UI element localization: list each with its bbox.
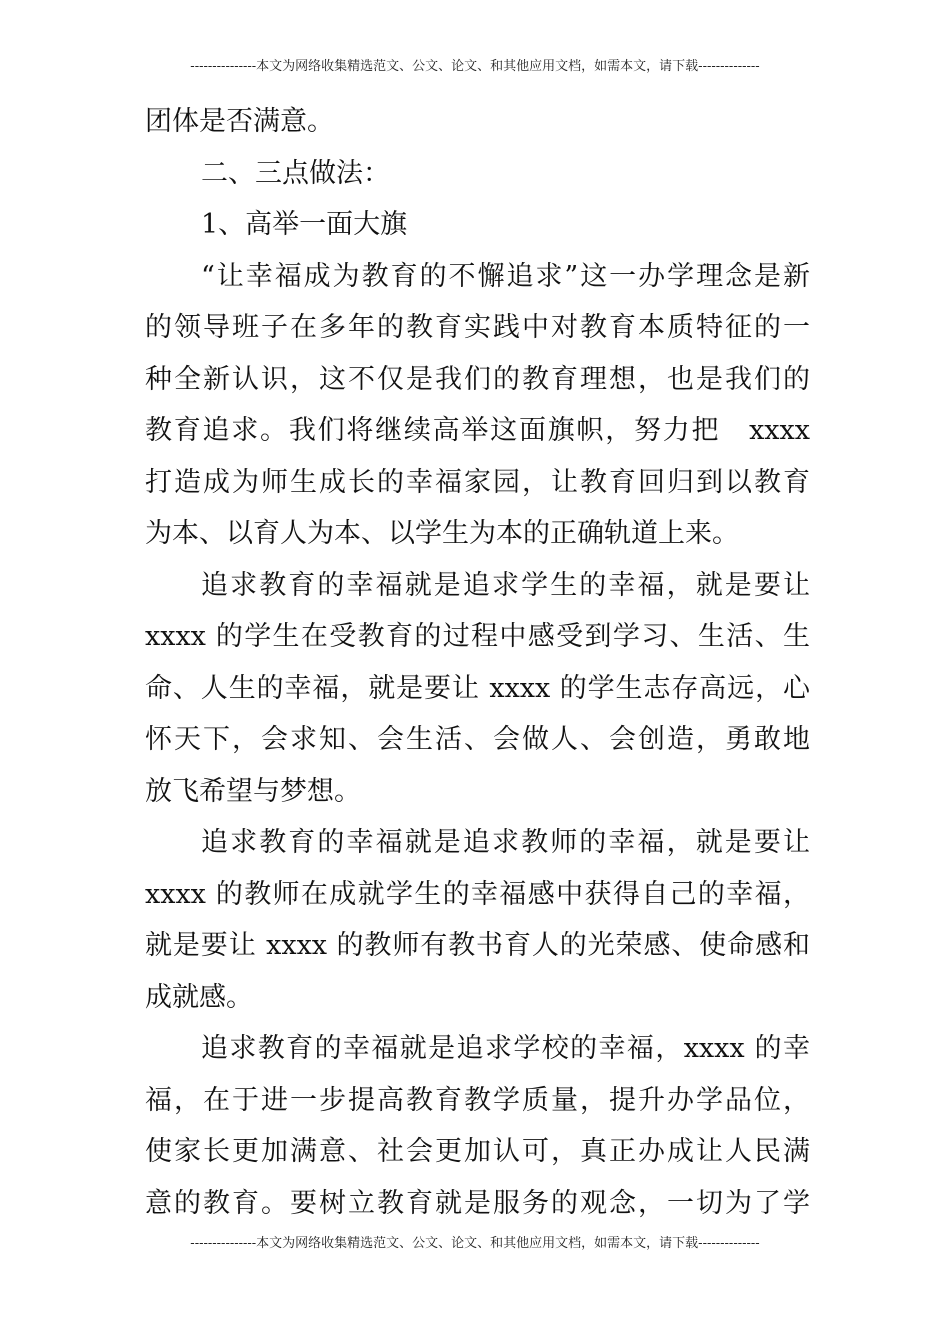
text-line: 团体是否满意。	[145, 106, 334, 137]
section-heading: 二、三点做法：	[201, 157, 390, 189]
text-line: “让幸福成为教育的不懈追求”这一办学理念是新	[201, 260, 810, 292]
footer-banner: ---------------本文为网络收集精选范文、公文、论文、和其他应用文档，如需本文，请下载--------------	[190, 1236, 760, 1251]
text-line: 追求教育的幸福就是追求教师的幸福，就是要让	[201, 827, 810, 858]
text-line: xxxx 的教师在成就学生的幸福感中获得自己的幸福，	[145, 878, 810, 910]
text-line: 成就感。	[145, 981, 253, 1013]
text-line: 意的教育。要树立教育就是服务的观念，一切为了学	[145, 1187, 810, 1219]
text-line: 福，在于进一步提高教育教学质量，提升办学品位，	[145, 1084, 810, 1116]
text-line: 追求教育的幸福就是追求学生的幸福，就是要让	[201, 569, 810, 601]
text-line: 放飞希望与梦想。	[145, 775, 361, 807]
header-banner: ---------------本文为网络收集精选范文、公文、论文、和其他应用文档，如需本文，请下载--------------	[190, 59, 760, 74]
text-line: 为本、以育人为本、以学生为本的正确轨道上来。	[145, 518, 739, 549]
subsection-heading: 1、高举一面大旗	[201, 209, 408, 240]
text-line: 命、人生的幸福，就是要让 xxxx 的学生志存高远，心	[145, 672, 810, 704]
text-line: 怀天下，会求知、会生活、会做人、会创造，勇敢地	[145, 724, 810, 755]
document-body	[145, 96, 810, 1229]
text-line: xxxx 的学生在受教育的过程中感受到学习、生活、生	[145, 621, 810, 652]
text-line: 打造成为师生成长的幸福家园，让教育回归到以教育	[145, 466, 810, 498]
text-line: 的领导班子在多年的教育实践中对教育本质特征的一	[145, 312, 810, 343]
text-line: 教育追求。我们将继续高举这面旗帜，努力把 xxxx	[145, 415, 810, 446]
text-line: 追求教育的幸福就是追求学校的幸福，xxxx 的幸	[201, 1033, 810, 1064]
text-line: 使家长更加满意、社会更加认可，真正办成让人民满	[145, 1136, 810, 1167]
text-line: 就是要让 xxxx 的教师有教书育人的光荣感、使命感和	[145, 930, 810, 961]
text-line: 种全新认识，这不仅是我们的教育理想，也是我们的	[145, 363, 810, 395]
